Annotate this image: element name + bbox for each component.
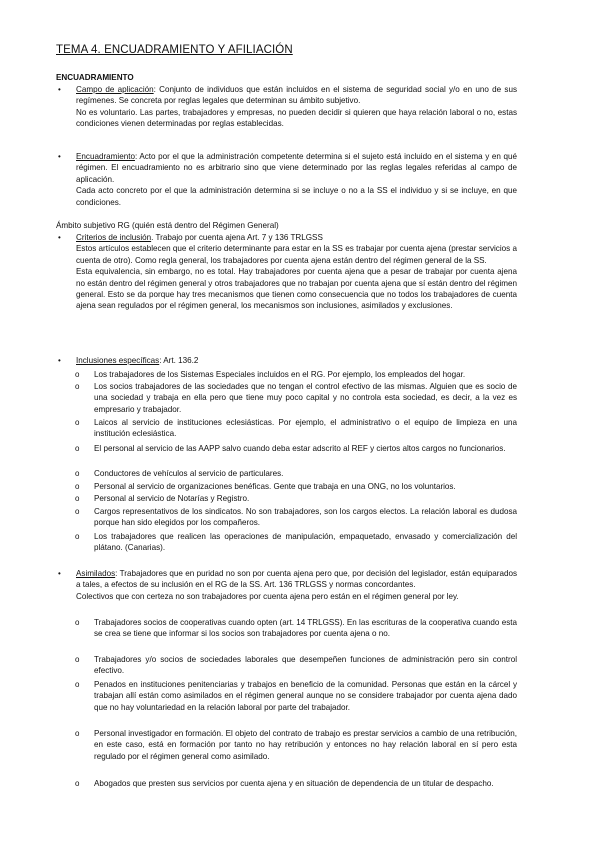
bullet-icon: •	[58, 356, 61, 365]
asimilado-item: Abogados que presten sus servicios por cuenta ajena y en situación de dependencia de un titular de despacho.	[94, 779, 494, 788]
criterios-text: . Trabajo por cuenta ajena Art. 7 y 136 TRLGSS	[151, 233, 323, 242]
encuadramiento-paragraph	[76, 151, 517, 208]
bullet-icon: •	[58, 85, 61, 94]
criterios-p1: Estos artículos establecen que el criterio determinante para estar en la SS es trabajar por cuenta ajena (prestar servicios a cuenta de otro). Como regla general, los trabajadores por cuenta ajena están dentro del régimen general de la SS.	[76, 244, 517, 265]
circle-bullet-icon: o	[75, 444, 80, 453]
criterios-paragraph	[76, 232, 517, 312]
circle-bullet-icon: o	[75, 507, 80, 516]
asimilados-paragraph	[76, 568, 517, 602]
inclusion-item: Cargos representativos de los sindicatos. No son trabajadores, son los cargos electos. La relación laboral es dudosa porque han sido elegidos por los compañeros.	[94, 507, 517, 528]
section-heading-encuadramiento: ENCUADRAMIENTO	[56, 73, 134, 82]
asimilados-p2: Colectivos que con certeza no son trabajadores por cuenta ajena pero están en el régimen general por ley.	[76, 591, 459, 601]
inclusion-item: Los socios trabajadores de las sociedades que no tengan el control efectivo de las mismas. Alguien que es socio de una sociedad y trabaja en ella pero que tiene muy poco capital y no controla esta sociedad, es decir, a la vez es empresario y trabajador.	[94, 382, 517, 414]
inclusion-item: Personal al servicio de Notarías y Registro.	[94, 494, 250, 503]
campo-aplicacion-text: : Conjunto de individuos que están incluidos en el sistema de seguridad social y/o en uno de sus regímenes. Se concreta por reglas legales que determinan su ámbito subjetivo.	[76, 85, 517, 106]
circle-bullet-icon: o	[75, 418, 80, 427]
campo-aplicacion-text2: No es voluntario. Las partes, trabajadores y empresas, no pueden decidir si quieren que haya relación laboral o no, estas condiciones vienen determinadas por reglas establecidas.	[76, 107, 517, 129]
circle-bullet-icon: o	[75, 655, 80, 664]
circle-bullet-icon: o	[75, 482, 80, 491]
circle-bullet-icon: o	[75, 494, 80, 503]
inclusion-item: Los trabajadores que realicen las operaciones de manipulación, empaquetado, envasado y comercialización del plátano. (Canarias).	[94, 532, 517, 553]
circle-bullet-icon: o	[75, 532, 80, 541]
circle-bullet-icon: o	[75, 370, 80, 379]
encuadramiento-text: : Acto por el que la administración competente determina si el sujeto está incluido en el sistema y en qué régimen. El encuadramiento no es arbitrario sino que viene determinado por las reglas legales referidas al campo de aplicación.	[76, 152, 517, 184]
encuadramiento-text2: Cada acto concreto por el que la administración determina si se incluye o no a la SS el individuo y si se incluye, en que condiciones.	[76, 186, 517, 207]
inclusiones-text: : Art. 136.2	[159, 356, 199, 365]
page-title: TEMA 4. ENCUADRAMIENTO Y AFILIACIÓN	[56, 44, 293, 56]
asimilado-item: Personal investigador en formación. El objeto del contrato de trabajo es prestar servicios a cambio de una retribución, en este caso, está en formación por tanto no hay retribución y entonces no hay relación laboral en sí pero esta regulado por el régimen general como asimilado.	[94, 729, 517, 761]
inclusion-item: Conductores de vehículos al servicio de particulares.	[94, 469, 284, 478]
circle-bullet-icon: o	[75, 469, 80, 478]
asimilado-item: Trabajadores socios de cooperativas cuando opten (art. 14 TRLGSS). En las escrituras de la cooperativa cuando esta se crea se tiene que informar si los socios son trabajadores por cuenta ajena o no.	[94, 618, 517, 639]
campo-aplicacion-label: Campo de aplicación	[76, 85, 154, 94]
inclusion-item: Los trabajadores de los Sistemas Especiales incluidos en el RG. Por ejemplo, los empleados del hogar.	[94, 370, 466, 379]
inclusiones-heading	[76, 355, 517, 366]
inclusion-item: Personal al servicio de organizaciones benéficas. Gente que trabaja en una ONG, no los voluntarios.	[94, 482, 456, 491]
asimilado-item: Penados en instituciones penitenciarias y trabajos en beneficio de la comunidad. Personas que están en la cárcel y trabajan allí están como asimilados en el régimen general aunque no se considere trabajador por cuenta ajena dado que no hay voluntariedad en la relación laboral por parte del trabajador.	[94, 680, 517, 712]
inclusion-item: Laicos al servicio de instituciones eclesiásticas. Por ejemplo, el administrativo o el equipo de limpieza en una institución eclesiástica.	[94, 418, 517, 439]
criterios-p2: Esta equivalencia, sin embargo, no es total. Hay trabajadores por cuenta ajena que a pesar de trabajar por cuenta ajena no están dentro del régimen general y otros trabajadores que no trabajan por cuenta ajena que sí están dentro del régimen general. Esto se da porque hay tres mecanismos que tienen como consecuencia que no todos los trabajadores de cuenta ajena sean regulados por el régimen general, los mecanismos son inclusiones, asimilados y exclusiones.	[76, 267, 517, 311]
bullet-icon: •	[58, 233, 61, 242]
asimilados-label: Asimilados	[76, 569, 116, 578]
circle-bullet-icon: o	[75, 680, 80, 689]
criterios-label: Criterios de inclusión	[76, 233, 152, 242]
campo-aplicacion-paragraph	[76, 84, 517, 130]
inclusion-item: El personal al servicio de las AAPP salvo cuando deba estar adscrito al REF y ciertos altos cargos no funcionarios.	[94, 444, 506, 453]
asimilados-text: : Trabajadores que en puridad no son por cuenta ajena pero que, por decisión del legislador, están equiparados a tales, a efectos de su inclusión en el RG de la SS. Art. 136 TRLGSS y normas concordantes.	[76, 569, 517, 590]
encuadramiento-label: Encuadramiento	[76, 152, 135, 161]
inclusiones-label: Inclusiones específicas	[76, 356, 160, 365]
circle-bullet-icon: o	[75, 779, 80, 788]
circle-bullet-icon: o	[75, 729, 80, 738]
bullet-icon: •	[58, 152, 61, 161]
section-heading-ambito-subjetivo: Ámbito subjetivo RG (quién está dentro del Régimen General)	[56, 221, 279, 230]
circle-bullet-icon: o	[75, 618, 80, 627]
bullet-icon: •	[58, 569, 61, 578]
asimilado-item: Trabajadores y/o socios de sociedades laborales que desempeñen funciones de administración pero sin control efectivo.	[94, 655, 517, 676]
circle-bullet-icon: o	[75, 382, 80, 391]
